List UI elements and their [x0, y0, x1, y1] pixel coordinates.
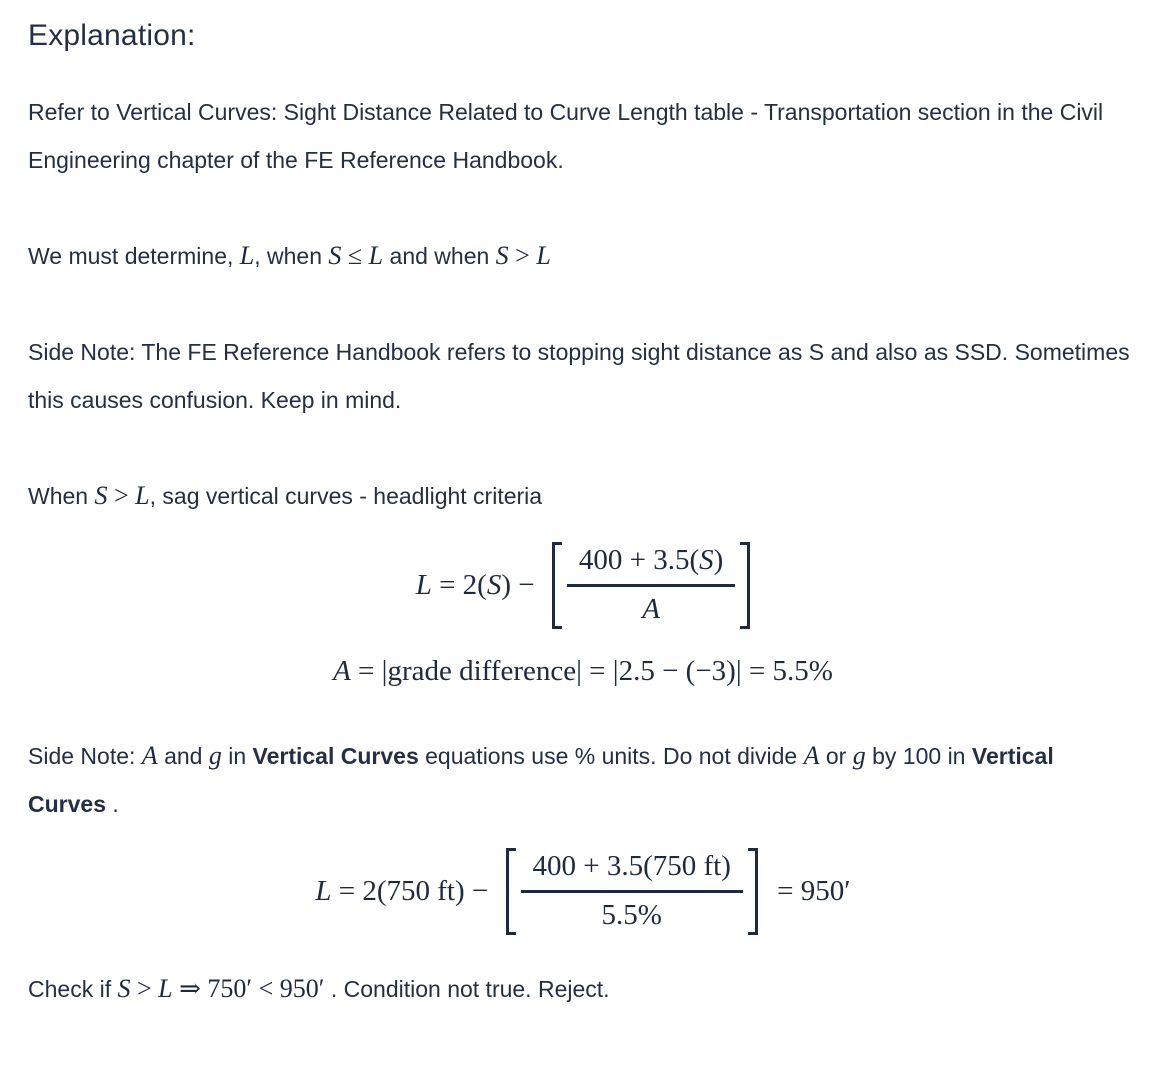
explanation-heading: Explanation: — [28, 19, 196, 52]
math-run: = 2(750 ft) − — [331, 874, 496, 907]
refer-paragraph: Refer to Vertical Curves: Sight Distance Related to Curve Length table - Transportation section in the Civil Engineering chapter of the FE Reference Handbook. — [28, 99, 1104, 173]
math-operator: > — [130, 973, 159, 1003]
math-variable: g — [852, 740, 866, 770]
math-operator: ≤ — [341, 241, 369, 270]
math-variable: L — [536, 241, 551, 270]
fraction — [521, 848, 743, 935]
math-run: ) − — [501, 568, 542, 601]
text-run: and — [157, 742, 209, 769]
math-variable: A — [141, 740, 158, 770]
text-run: , when — [254, 243, 329, 269]
bold-term: Vertical Curves — [252, 742, 419, 769]
math-run: = |grade difference| = |2.5 − (−3)| = 5.5% — [350, 654, 833, 687]
left-bracket — [552, 542, 562, 629]
check-condition-paragraph — [28, 965, 1138, 1013]
math-variable: A — [333, 654, 351, 687]
sag-criteria-paragraph — [28, 472, 1138, 520]
math-variable: A — [642, 593, 660, 626]
math-run: ⇒ 750′ < 950′ — [172, 973, 325, 1003]
text-run: , sag vertical curves - headlight criteria — [149, 483, 543, 509]
text-run: . Condition not true. Reject. — [324, 975, 610, 1002]
ssd-sidenote-paragraph: Side Note: The FE Reference Handbook refers to stopping sight distance as S and also as SSD. Sometimes this causes confusion. Keep in mind. — [28, 339, 1130, 413]
fraction — [567, 542, 735, 629]
math-operator: > — [107, 481, 136, 510]
math-run: = 2( — [431, 568, 487, 601]
fraction-numerator: 400 + 3.5(750 ft) — [521, 848, 743, 893]
math-operator: > — [508, 241, 537, 270]
text-run: Side Note: — [28, 742, 142, 769]
sag-length-equation — [28, 542, 1138, 629]
math-variable: L — [315, 874, 332, 907]
equation-line — [333, 655, 833, 688]
fraction-numerator — [567, 542, 735, 587]
bold-term: Vertical Curves — [28, 742, 1054, 817]
text-run: by 100 in — [865, 742, 972, 769]
units-sidenote-paragraph — [28, 732, 1138, 828]
math-variable: L — [135, 481, 150, 510]
right-bracket — [748, 848, 758, 935]
text-run: When — [28, 483, 95, 509]
equation-lhs — [315, 875, 495, 908]
math-variable: S — [94, 481, 108, 510]
text-run: and when — [383, 243, 496, 269]
text-run: We must determine, — [28, 243, 240, 269]
math-variable: S — [117, 973, 131, 1003]
fraction-denominator: 5.5% — [601, 899, 662, 932]
text-run: or — [819, 742, 853, 769]
right-bracket — [740, 542, 750, 629]
math-run: ) — [713, 544, 724, 576]
math-variable: S — [328, 241, 342, 270]
text-run: in — [221, 742, 253, 769]
text-run: equations use % units. Do not divide — [418, 742, 804, 769]
math-variable: L — [158, 973, 173, 1003]
grade-difference-equation — [28, 655, 1138, 688]
equation-result: = 950′ — [769, 874, 851, 907]
math-variable: L — [239, 241, 255, 270]
determine-paragraph — [28, 232, 1138, 280]
text-run: . — [105, 790, 119, 817]
math-variable: S — [486, 568, 502, 601]
math-run: 400 + 3.5( — [578, 544, 700, 576]
math-variable: A — [803, 740, 820, 770]
fraction-denominator — [630, 587, 672, 628]
math-variable: L — [368, 241, 384, 270]
math-variable: L — [415, 568, 432, 601]
text-run: Check if — [28, 975, 118, 1002]
math-variable: S — [495, 241, 509, 270]
math-variable: S — [699, 544, 714, 576]
left-bracket — [506, 848, 516, 935]
math-variable: g — [208, 740, 222, 770]
solved-length-equation — [28, 848, 1138, 935]
equation-lhs — [416, 569, 542, 602]
